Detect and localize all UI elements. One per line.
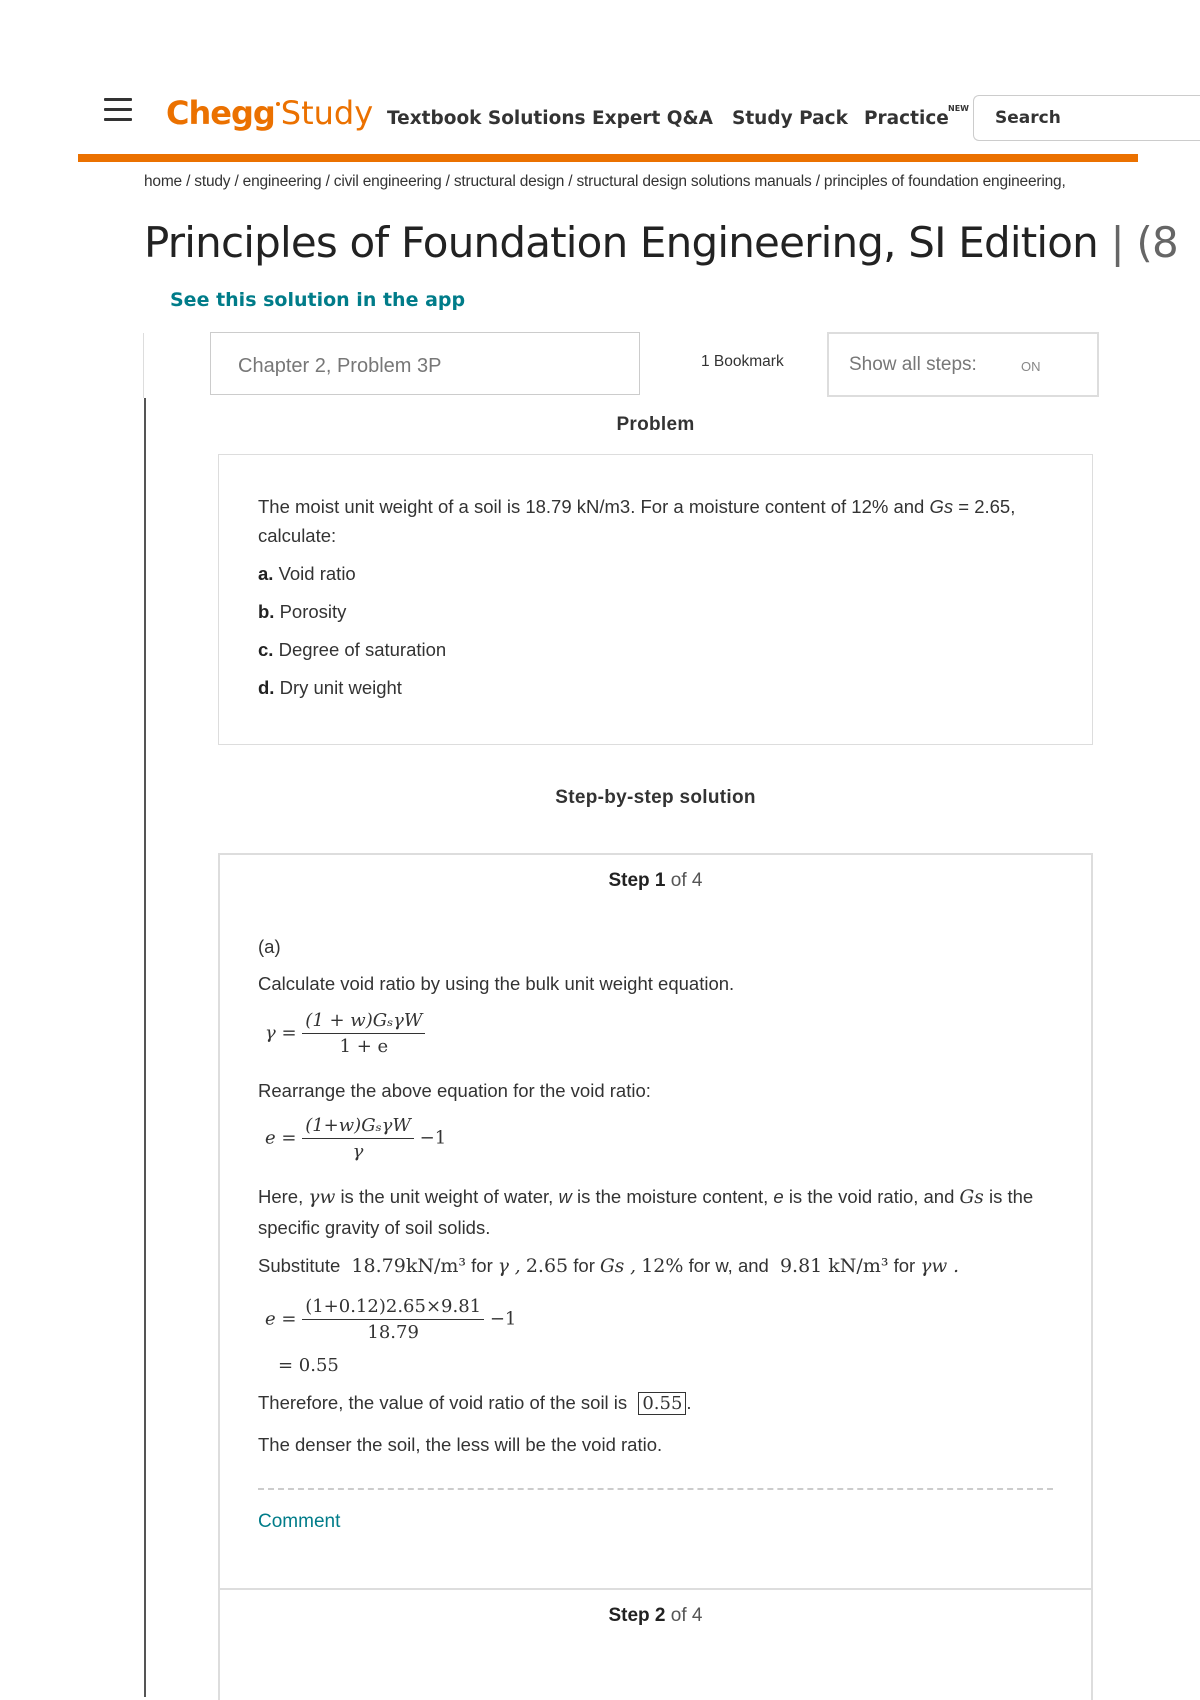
step-text-here bbox=[258, 1186, 1033, 1208]
gs-symbol: Gs bbox=[929, 496, 954, 517]
nav-practice[interactable]: Practice bbox=[864, 108, 949, 129]
gs-symbol: Gs bbox=[959, 1187, 984, 1208]
part-text: Porosity bbox=[279, 601, 347, 622]
text: Here, bbox=[258, 1186, 304, 1207]
problem-statement bbox=[258, 492, 1015, 521]
text: for w, and bbox=[688, 1255, 769, 1276]
menu-icon[interactable] bbox=[104, 98, 132, 122]
step-text-here-2: specific gravity of soil solids. bbox=[258, 1217, 491, 1238]
page-title-row bbox=[144, 218, 1178, 267]
eq-numerator: (1 + w)GₛγW bbox=[302, 1010, 425, 1034]
part-d bbox=[258, 673, 402, 702]
equation-result: = 0.55 bbox=[278, 1355, 339, 1376]
value: 18.79kN/m³ bbox=[351, 1255, 466, 1277]
text: is the void ratio, and bbox=[788, 1186, 955, 1207]
part-label: (a) bbox=[258, 936, 281, 957]
see-in-app-link[interactable]: See this solution in the app bbox=[170, 289, 466, 311]
text: is the unit weight of water, bbox=[340, 1186, 554, 1207]
logo-study: Study bbox=[280, 94, 374, 132]
part-text: Dry unit weight bbox=[279, 677, 402, 698]
show-all-steps-toggle[interactable] bbox=[827, 332, 1099, 397]
text: Substitute bbox=[258, 1255, 341, 1276]
eq-tail: −1 bbox=[419, 1127, 447, 1149]
content-border-top bbox=[143, 333, 144, 398]
content-border bbox=[144, 398, 146, 1697]
part-text: Degree of saturation bbox=[278, 639, 447, 660]
conclusion bbox=[258, 1392, 692, 1414]
part-letter: c. bbox=[258, 639, 274, 660]
part-b bbox=[258, 597, 346, 626]
eq-lhs: e = bbox=[265, 1127, 297, 1149]
step-note: The denser the soil, the less will be the void ratio. bbox=[258, 1434, 663, 1455]
eq-denominator: γ bbox=[352, 1141, 364, 1162]
step-1-heading bbox=[218, 870, 1093, 892]
text: for bbox=[893, 1255, 916, 1276]
nav-textbook-solutions[interactable]: Textbook Solutions bbox=[387, 108, 586, 129]
text: for bbox=[471, 1255, 493, 1276]
value: 9.81 kN/m³ bbox=[779, 1255, 889, 1277]
breadcrumb[interactable]: home / study / engineering / civil engineering / structural design / structural design solutions manuals / principles of foundation engineering, bbox=[144, 173, 1066, 190]
part-c bbox=[258, 635, 446, 664]
chapter-problem-label: Chapter 2, Problem 3P bbox=[238, 355, 442, 377]
symbol: γw . bbox=[920, 1256, 960, 1277]
step-label: Step 1 bbox=[608, 870, 666, 891]
eq-numerator: (1+w)GₛγW bbox=[302, 1115, 414, 1139]
w-symbol: w bbox=[558, 1186, 572, 1207]
nav-study-pack[interactable]: Study Pack bbox=[732, 108, 848, 129]
answer-box: 0.55 bbox=[638, 1392, 686, 1415]
page-title: Principles of Foundation Engineering, SI Edition bbox=[144, 218, 1098, 267]
problem-text-tail: = 2.65, bbox=[958, 496, 1016, 517]
text: Therefore, the value of void ratio of the soil is bbox=[258, 1392, 628, 1413]
eq-fraction bbox=[302, 1010, 425, 1057]
text: is the bbox=[988, 1186, 1034, 1207]
toggle-state[interactable]: ON bbox=[1021, 359, 1041, 374]
bookmark-button[interactable]: 1 Bookmark bbox=[701, 353, 784, 370]
eq-denominator: 1 + e bbox=[339, 1036, 389, 1057]
step-count: of 4 bbox=[670, 1605, 703, 1626]
comment-link[interactable]: Comment bbox=[258, 1511, 341, 1532]
search-input[interactable] bbox=[993, 107, 1197, 129]
part-letter: d. bbox=[258, 677, 275, 698]
problem-statement-line2: calculate: bbox=[258, 525, 337, 546]
e-symbol: e bbox=[773, 1186, 784, 1207]
eq-fraction bbox=[302, 1296, 484, 1343]
eq-tail: −1 bbox=[489, 1308, 517, 1330]
step-text-2: Rearrange the above equation for the void ratio: bbox=[258, 1080, 651, 1101]
symbol: Gs , bbox=[600, 1256, 637, 1277]
show-all-steps-label: Show all steps: bbox=[849, 354, 977, 375]
logo-dot bbox=[276, 102, 280, 106]
step-text-1: Calculate void ratio by using the bulk unit weight equation. bbox=[258, 973, 735, 994]
text: is the moisture content, bbox=[576, 1186, 769, 1207]
step-count: of 4 bbox=[670, 870, 703, 891]
part-a bbox=[258, 559, 356, 588]
step-2-heading bbox=[218, 1605, 1093, 1627]
step-label: Step 2 bbox=[608, 1605, 666, 1626]
chapter-problem-selector[interactable] bbox=[210, 332, 640, 395]
eq-lhs: e = bbox=[265, 1308, 297, 1330]
eq-denominator: 18.79 bbox=[367, 1322, 419, 1343]
part-letter: a. bbox=[258, 563, 274, 584]
value: 2.65 bbox=[525, 1255, 569, 1277]
substitute-line bbox=[258, 1255, 959, 1277]
step-divider bbox=[258, 1488, 1053, 1490]
chegg-study-logo[interactable] bbox=[166, 94, 373, 132]
search-box[interactable] bbox=[973, 95, 1200, 141]
problem-text: The moist unit weight of a soil is 18.79 kN/m3. For a moisture content of 12% and bbox=[258, 496, 925, 517]
text: for bbox=[573, 1255, 595, 1276]
eq-fraction bbox=[302, 1115, 414, 1162]
eq-numerator: (1+0.12)2.65×9.81 bbox=[302, 1296, 484, 1320]
gamma-w-symbol: γw bbox=[308, 1187, 336, 1208]
problem-heading: Problem bbox=[616, 414, 695, 435]
value: 12% bbox=[641, 1255, 684, 1277]
header-divider bbox=[78, 154, 1138, 162]
equation-void-ratio bbox=[265, 1115, 446, 1162]
text: . bbox=[686, 1392, 692, 1413]
eq-lhs: γ = bbox=[265, 1022, 297, 1044]
logo-chegg: Chegg bbox=[166, 94, 275, 132]
new-badge: NEW bbox=[948, 104, 969, 113]
solution-heading: Step-by-step solution bbox=[555, 787, 756, 808]
equation-bulk-unit-weight bbox=[265, 1010, 425, 1057]
title-suffix: | (8 bbox=[1110, 218, 1178, 267]
equation-substituted bbox=[265, 1296, 516, 1343]
symbol: γ , bbox=[497, 1256, 521, 1277]
part-text: Void ratio bbox=[278, 563, 356, 584]
nav-expert-qa[interactable]: Expert Q&A bbox=[592, 108, 713, 129]
part-letter: b. bbox=[258, 601, 275, 622]
